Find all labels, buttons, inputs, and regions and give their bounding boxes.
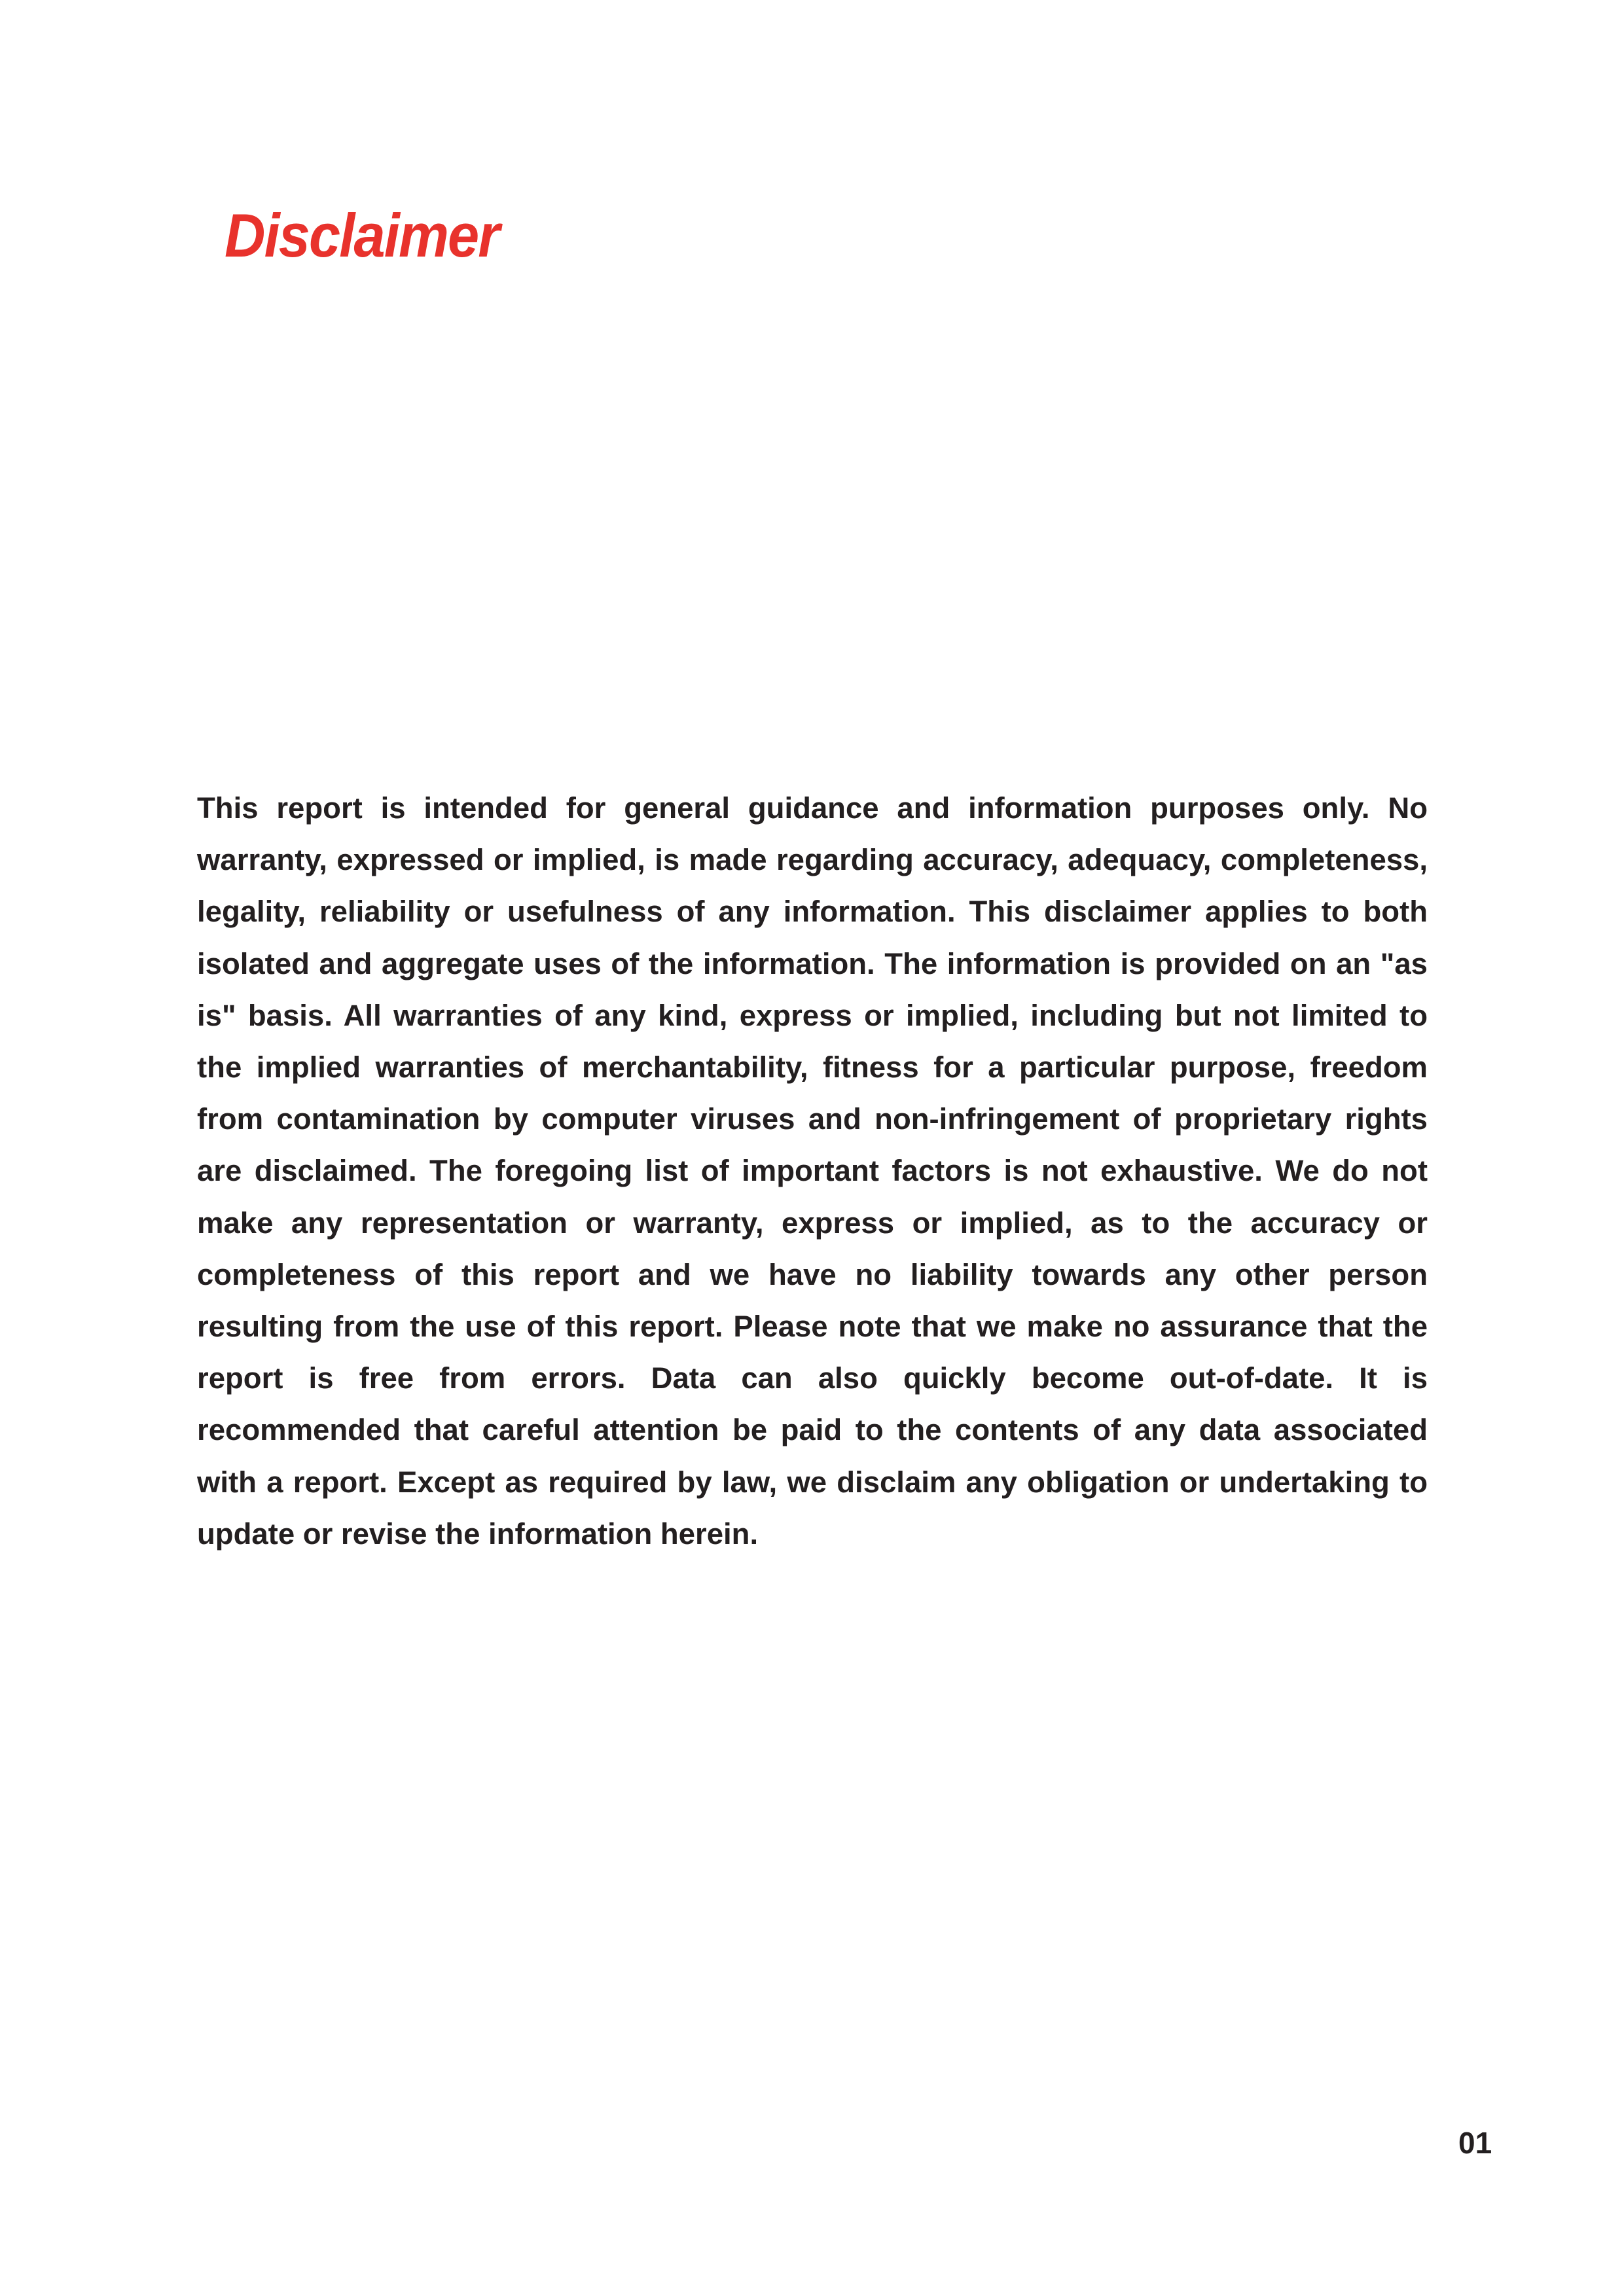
page-title: Disclaimer [225,201,499,270]
page-number: 01 [1458,2126,1492,2160]
disclaimer-paragraph: This report is intended for general guidance and information purposes only. No warranty, expressed or implied, is made regarding accuracy, adequacy, completeness, legality, reliability or usefulness of any information. This disclaimer applies to both isolated and aggregate uses of the information. The information is provided on an "as is" basis. All warranties of any kind, express or implied, including but not limited to the implied warranties of merchantability, fitness for a particular purpose, freedom from contamination by computer viruses and non-infringement of proprietary rights are disclaimed. The foregoing list of important factors is not exhaustive. We do not make any representation or warranty, express or implied, as to the accuracy or completeness of this report and we have no liability towards any other person resulting from the use of this report. Please note that we make no assurance that the report is free from errors. Data can also quickly become out-of-date. It is recommended that careful attention be paid to the contents of any data associated with a report. Except as required by law, we disclaim any obligation or undertaking to update or revise the information herein. [197,791,1428,1551]
